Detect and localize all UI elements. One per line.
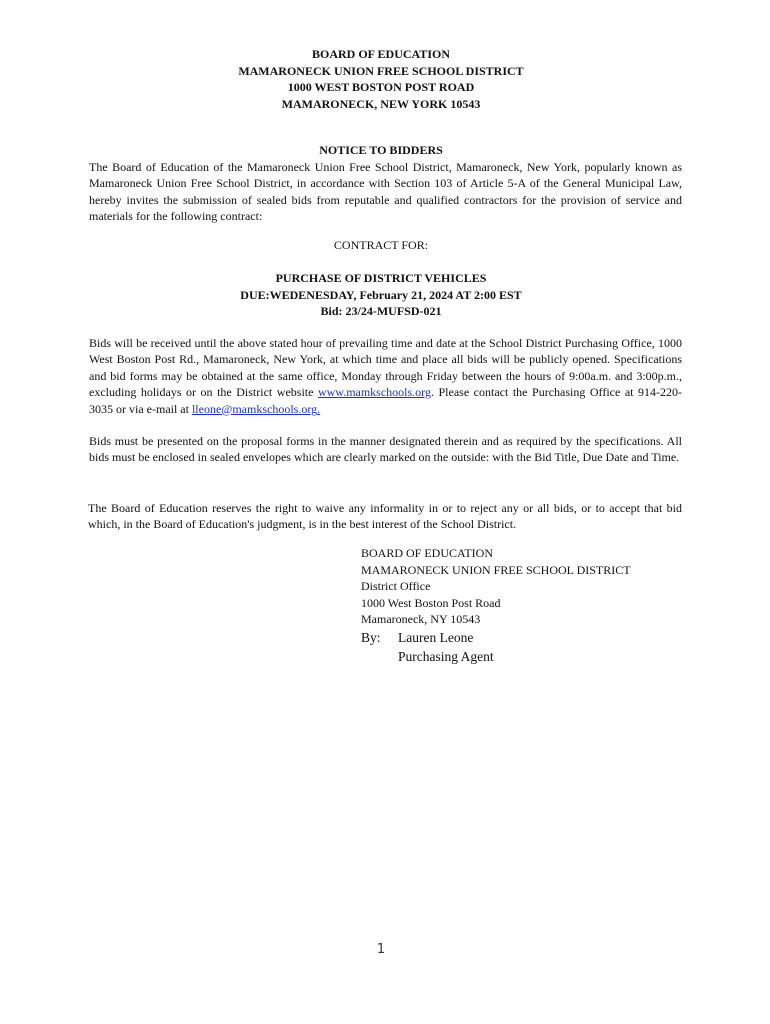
letterhead-line-city: MAMARONECK, NEW YORK 10543 [281, 96, 481, 111]
signature-line-district: MAMARONECK UNION FREE SCHOOL DISTRICT [361, 562, 631, 577]
notice-title: NOTICE TO BIDDERS [319, 143, 443, 157]
contract-title: PURCHASE OF DISTRICT VEHICLES [275, 271, 487, 285]
letterhead-line-board: BOARD OF EDUCATION [311, 47, 450, 61]
reserves-paragraph: The Board of Education reserves the right to waive any informality in or to reject any or all bids, or to accept that bid which, in the Board of Education's judgment, is in the best interest of the School District. [88, 501, 682, 532]
by-label: By: [361, 630, 381, 645]
district-website-link[interactable]: www.mamkschools.org [317, 385, 431, 400]
signature-block [361, 545, 631, 628]
signer-name: Lauren Leone [398, 630, 474, 645]
bids-text-between: . Please contact the Purchasing Office at 914-220-3035 or via e-mail at [89, 385, 683, 416]
signature-line-street: 1000 West Boston Post Road [361, 595, 501, 610]
purchasing-email-link[interactable]: lleone@mamkschools.org [191, 401, 318, 416]
signer-title: Purchasing Agent [398, 649, 494, 664]
bids-text-before-website: Bids will be received until the above stated hour of prevailing time and date at the School District Purchasing Office, 1000 West Boston Post Rd., Mamaroneck, New York, at which time and place all bids will be publicly opened. Specifications and bid forms may be obtained at the same office, Monday through Friday between the hours of 9:00a.m. and 3:00p.m., excluding holidays or on the District website [89, 336, 682, 400]
contract-details [0, 270, 762, 320]
letterhead-line-district: MAMARONECK UNION FREE SCHOOL DISTRICT [238, 63, 524, 78]
contract-bid-number: Bid: 23/24-MUFSD-021 [320, 304, 442, 318]
contract-for-label: CONTRACT FOR: [333, 238, 429, 252]
proposal-paragraph: Bids must be presented on the proposal forms in the manner designated therein and as required by the specifications. All bids must be enclosed in sealed envelopes which are clearly marked on the outside: with the Bid Title, Due Date and Time. [89, 434, 682, 465]
signer-block [361, 628, 494, 666]
bids-paragraph [89, 335, 682, 417]
page-number: 1 [376, 942, 386, 957]
signature-line-office: District Office [361, 579, 431, 593]
intro-paragraph: The Board of Education of the Mamaroneck Union Free School District, Mamaroneck, New York, popularly known as Mamaroneck Union Free School District, in accordance with Section 103 of Article 5-A of the General Municipal Law, hereby invites the submission of sealed bids from reputable and qualified contractors for the provision of service and materials for the following contract: [89, 160, 682, 224]
signature-line-city: Mamaroneck, NY 10543 [361, 612, 481, 626]
letterhead [0, 46, 762, 112]
contract-due-date: DUE:WEDENESDAY, February 21, 2024 AT 2:00 EST [240, 287, 522, 302]
letterhead-line-street: 1000 WEST BOSTON POST ROAD [287, 80, 475, 94]
signature-line-board: BOARD OF EDUCATION [361, 546, 494, 560]
bids-text-after: . [317, 401, 321, 416]
